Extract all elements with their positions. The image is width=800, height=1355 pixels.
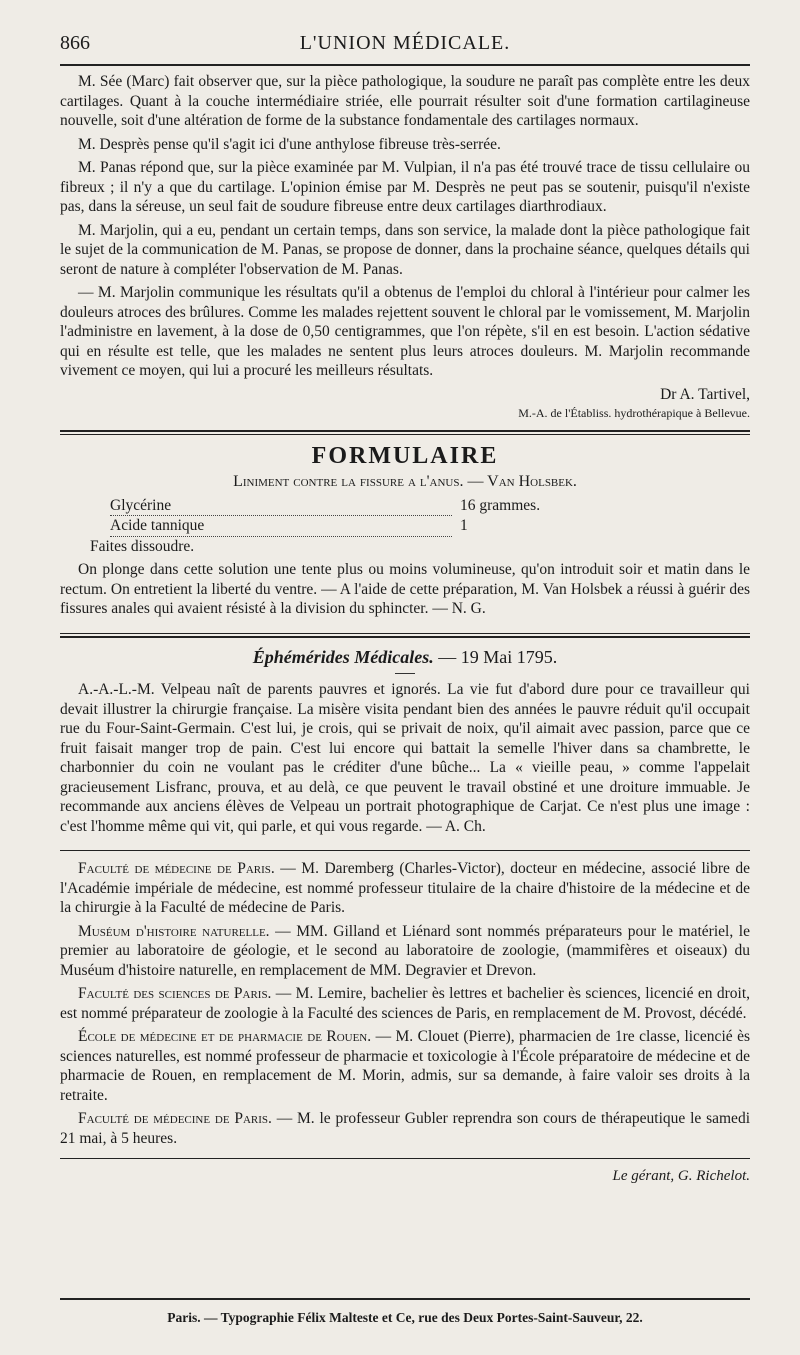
running-title: L'UNION MÉDICALE. <box>299 32 511 54</box>
gerant-signature <box>60 1167 750 1187</box>
session-paragraph: M. Panas répond que, sur la pièce examinée par M. Vulpian, il n'a pas été trouvé trace de tissu cellulaire ou fibreux ; il n'y a que du cartilage. L'opinion émise par M. Desprès ne peut pas se soutenir, puisqu'il n'existe pas, dans la séreuse, un seul fait de soudure fibreuse entre deux cartilages diarthrodiaux. <box>60 159 750 215</box>
session-paragraph: — M. Marjolin communique les résultats qu'il a obtenus de l'emploi du chloral à l'intérieur pour calmer les douleurs atroces des brûlures. Comme les malades rejettent souvent le chloral par le vomissement, M. Marjolin l'administre en lavement, à la dose de 0,50 centigrammes, que l'on répète, s'il en est besoin. L'action sédative qui en résulte est telle, que les malades ne sentent plus leurs atroces douleurs. M. Marjolin recommande vivement ce moyen, qui lui a procuré les meilleurs résultats. <box>60 284 750 379</box>
ingredient-quantity: 1 <box>460 517 468 534</box>
news-heading: Faculté de médecine de Paris. <box>78 1110 272 1127</box>
formulaire-title: FORMULAIRE <box>311 442 499 469</box>
recipe-instruction: Faites dissoudre. <box>90 537 195 555</box>
article-body <box>60 72 750 1187</box>
short-rule <box>395 673 415 674</box>
ephemerides-heading: Éphémérides Médicales. <box>252 646 434 667</box>
news-text: — MM. Gilland et Liénard sont nommés préparateurs pour le matériel, le premier au laboratoire de géologie, et le second au laboratoire de zoologie, (mammifères et oiseaux) du Muséum d'histoire naturelle, en remplacement de MM. Degravier et Drevon. <box>60 922 750 979</box>
printer-footer: Paris. — Typographie Félix Malteste et Ce, rue des Deux Portes-Saint-Sauveur, 22. <box>167 1310 643 1325</box>
author-signature: Dr A. Tartivel, <box>660 385 750 403</box>
ephemerides-date: — 19 Mai 1795. <box>438 646 558 667</box>
formulaire-subtitle: Liniment contre la fissure a l'anus. — Van Holsbek. <box>233 473 577 490</box>
news-item <box>60 1109 750 1148</box>
recipe-line <box>110 496 580 517</box>
news-heading: École de médecine et de pharmacie de Rouen. <box>78 1028 372 1045</box>
news-item <box>60 859 750 918</box>
page-header <box>60 32 750 62</box>
news-item <box>60 984 750 1023</box>
formulaire-paragraph: On plonge dans cette solution une tente plus ou moins volumineuse, qu'on introduit soir et matin dans le rectum. On entretient la liberté du ventre. — A l'aide de cette préparation, M. Van Holsbek a réussi à guérir des fissures anales qui avaient résisté à la division du sphincter. — N. G. <box>60 561 750 617</box>
section-rule <box>60 633 750 634</box>
session-paragraph: M. Sée (Marc) fait observer que, sur la pièce pathologique, la soudure ne paraît pas complète entre les deux cartilages. Quant à la couche intermédiaire striée, elle pourrait résulter soit d'une formation cartilagineuse nouvelle, soit d'une altération de forme de la substance fondamentale des cartilages normaux. <box>60 73 750 129</box>
ephemerides-paragraph: A.-A.-L.-M. Velpeau naît de parents pauvres et ignorés. La vie fut d'abord dure pour ce travailleur qui devait illustrer la chirurgie française. La misère visita pendant bien des années le pauvre réduit qu'il occupait rue du Four-Saint-Germain. C'est lui, je crois, qui se privait de noix, qu'il aimait avec passion, parce que ce fruit faisait manger trop de pain. C'est lui encore qui battait la semelle l'hiver dans sa chambrette, le charbonnier du coin ne voulant pas le créditer d'une bûche... La « vieille peau, » comme l'appelait gracieusement Lisfranc, prouva, et au delà, ce que peuvent le travail obstiné et une droiture immuable. Je recommande aux anciens élèves de Velpeau un portrait photographique de Carjat. Ce n'est plus une image : c'est l'homme même qui vit, qui parle, et qui vous regarde. — A. Ch. <box>60 681 750 835</box>
ingredient-name: Acide tannique <box>110 516 452 537</box>
section-rule <box>60 636 750 638</box>
section-rule <box>60 850 750 851</box>
session-paragraph: M. Desprès pense qu'il s'agit ici d'une anthylose fibreuse très-serrée. <box>78 135 501 153</box>
news-heading: Faculté des sciences de Paris. <box>78 985 272 1002</box>
author-affiliation: M.-A. de l'Établiss. hydrothérapique à Bellevue. <box>518 406 750 420</box>
news-heading: Muséum d'histoire naturelle. <box>78 922 270 940</box>
footer-rule <box>60 1298 750 1300</box>
news-item <box>60 922 750 981</box>
session-paragraph: M. Marjolin, qui a eu, pendant un certain temps, dans son service, la malade dont la pièce pathologique fait le sujet de la communication de M. Panas, se propose de donner, dans la prochaine séance, quelques détails qui seront de nature à compléter l'observation de M. Panas. <box>60 221 750 278</box>
header-rule <box>60 64 750 66</box>
ingredient-name: Glycérine <box>110 496 452 517</box>
section-rule <box>60 434 750 435</box>
section-rule <box>60 1158 750 1159</box>
section-rule <box>60 430 750 432</box>
ephemerides-title <box>60 648 750 668</box>
news-text: — M. Clouet (Pierre), pharmacien de 1re classe, licencié ès sciences naturelles, est nommé professeur de pharmacie et toxicologie à l'École préparatoire de médecine et de pharmacie de Rouen, en remplacement de M. Morin, admis, sur sa demande, à faire valoir ses droits à la retraite. <box>60 1028 750 1104</box>
recipe-line <box>110 516 580 537</box>
news-item <box>60 1027 750 1105</box>
news-heading: Faculté de médecine de Paris. <box>78 860 275 877</box>
gerant-text: Le gérant, G. Richelot. <box>612 1168 750 1184</box>
page-number: 866 <box>60 32 90 54</box>
news-text: — M. Lemire, bachelier ès lettres et bachelier ès sciences, licencié en droit, est nommé préparateur de zoologie à la Faculté des sciences de Paris, en remplacement de M. Provost, décédé. <box>60 985 750 1022</box>
news-text: — M. le professeur Gubler reprendra son cours de thérapeutique le samedi 21 mai, à 5 heures. <box>60 1110 750 1147</box>
news-text: — M. Daremberg (Charles-Victor), docteur en médecine, associé libre de l'Académie impériale de médecine, est nommé professeur titulaire de la chaire d'histoire de la médecine et de la chirurgie à la Faculté de médecine de Paris. <box>60 860 751 916</box>
ingredient-quantity: 16 grammes. <box>460 496 541 514</box>
